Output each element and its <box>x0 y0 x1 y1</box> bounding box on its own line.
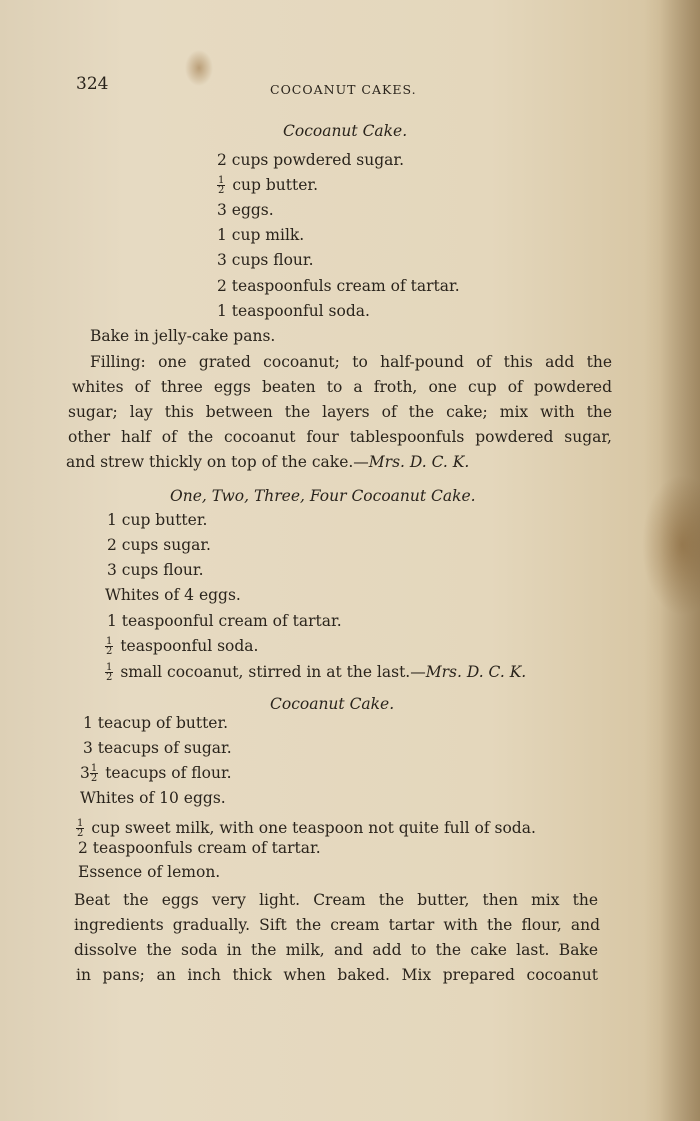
ingredient-line: 2 teaspoonfuls cream of tartar. <box>217 277 460 295</box>
recipe-title: Cocoanut Cake. <box>270 695 395 713</box>
ingredient-line: Whites of 4 eggs. <box>105 586 241 604</box>
ingredient-line: Whites of 10 eggs. <box>80 789 226 807</box>
ingredient-line: 3 $\frac{1}{2}$ teacups of flour. <box>80 763 232 784</box>
ingredient-line: 3 eggs. <box>217 201 274 219</box>
ingredient-line: 3 cups flour. <box>107 561 204 579</box>
ingredient-line: 3 cups flour. <box>217 251 314 269</box>
recipe-signature: Mrs. D. C. K. <box>425 663 527 681</box>
paragraph-line: Filling: one grated cocoanut; to half-pound of this add the <box>90 353 612 371</box>
paragraph-line: and strew thickly on top of the cake.—Mrs. D. C. K. <box>66 453 470 471</box>
paragraph-line: ingredients gradually. Sift the cream tartar with the flour, and <box>74 916 600 934</box>
ingredient-line: 1 cup milk. <box>217 226 305 244</box>
ingredient-line: 1 teacup of butter. <box>83 714 229 732</box>
recipe-title: Cocoanut Cake. <box>283 122 408 140</box>
page-number: 324 <box>76 74 109 94</box>
fraction-half: $\frac{1}{2}$ <box>106 662 113 683</box>
ingredient-line: 2 cups powdered sugar. <box>217 151 405 169</box>
recipe-title: One, Two, Three, Four Cocoanut Cake. <box>170 487 476 505</box>
fraction-half: $\frac{1}{2}$ <box>106 636 113 657</box>
fraction-half: $\frac{1}{2}$ <box>218 175 225 196</box>
ingredient-line: 1 teaspoonful soda. <box>217 302 370 320</box>
ingredient-line: $\frac{1}{2}$ cup butter. <box>218 175 318 196</box>
recipe-signature: Mrs. D. C. K. <box>368 453 470 471</box>
paragraph-line: Beat the eggs very light. Cream the butter, then mix the <box>74 891 598 909</box>
paragraph-line: dissolve the soda in the milk, and add to the cake last. Bake <box>74 941 598 959</box>
paragraph-line: sugar; lay this between the layers of the cake; mix with the <box>68 403 612 421</box>
page-edge-shadow <box>660 0 700 1121</box>
fraction-half: $\frac{1}{2}$ <box>90 763 98 784</box>
paragraph-line: other half of the cocoanut four tablespoonfuls powdered sugar, <box>68 428 612 446</box>
ingredient-line: 2 cups sugar. <box>107 536 211 554</box>
paragraph-line: in pans; an inch thick when baked. Mix prepared cocoanut <box>76 966 598 984</box>
recipe-note: Bake in jelly-cake pans. <box>90 327 276 345</box>
ingredient-line: 1 teaspoonful cream of tartar. <box>107 612 342 630</box>
fraction-half: $\frac{1}{2}$ <box>77 818 84 839</box>
ingredient-line: 1 cup butter. <box>107 511 208 529</box>
ingredient-line: $\frac{1}{2}$ teaspoonful soda. <box>106 636 259 657</box>
running-title: COCOANUT CAKES. <box>270 82 417 97</box>
ingredient-line: 2 teaspoonfuls cream of tartar. <box>78 839 321 857</box>
ingredient-line: $\frac{1}{2}$ small cocoanut, stirred in at the last.—Mrs. D. C. K. <box>106 662 527 683</box>
ingredient-line: 3 teacups of sugar. <box>83 739 232 757</box>
ingredient-line: $\frac{1}{2}$ cup sweet milk, with one teaspoon not quite full of soda. <box>77 818 536 839</box>
paragraph-line: whites of three eggs beaten to a froth, one cup of powdered <box>72 378 612 396</box>
ingredient-line: Essence of lemon. <box>78 863 221 881</box>
